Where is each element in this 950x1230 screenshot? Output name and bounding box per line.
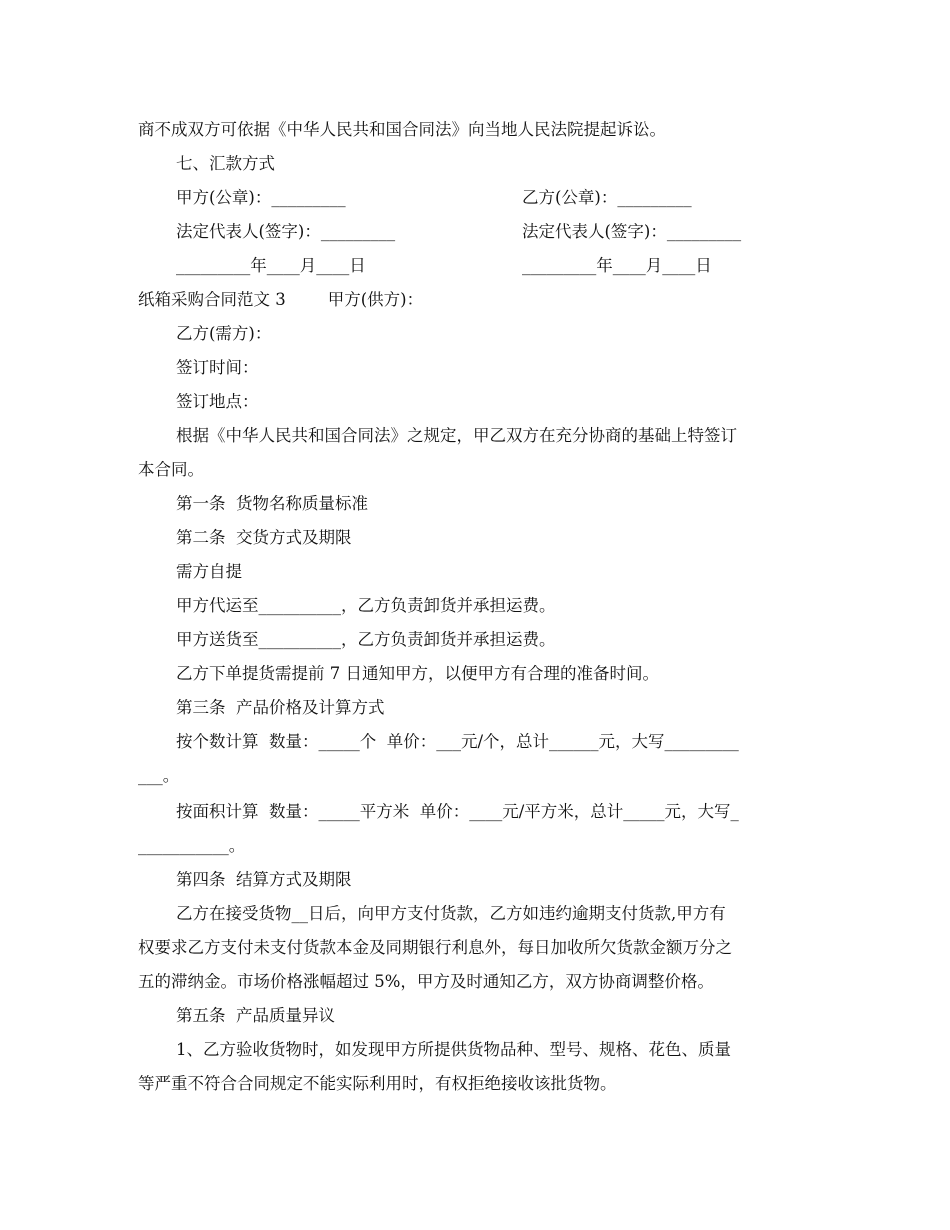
article-heading [0,691,950,725]
line-text: 第二条 交货方式及期限 [176,528,352,547]
paragraph-line [0,589,950,623]
line-text: ___。 [138,766,180,785]
signature-row [0,249,950,283]
line-text: 甲方代运至__________，乙方负责卸货并承担运费。 [176,596,556,615]
paragraph-line [0,623,950,657]
paragraph-line [0,1067,950,1101]
line-text: 按面积计算 数量：_____平方米 单价：____元/平方米，总计_____元，大写_ [176,802,739,821]
paragraph-line [0,759,950,793]
line-text: 签订地点： [176,392,259,411]
paragraph-line [0,419,950,453]
line-text: 本合同。 [138,460,204,479]
line-text: 七、汇款方式 [176,154,275,173]
paragraph-line [0,829,950,863]
paragraph-line [0,453,950,487]
article-heading [0,999,950,1033]
paragraph-line [0,965,950,999]
party-b-seal-field: 乙方(公章)：_________ [522,188,692,207]
section-heading [0,147,950,181]
paragraph-line [0,1033,950,1067]
line-text: 纸箱采购合同范文 3 甲方(供方)： [138,290,424,309]
party-a-representative-field: 法定代表人(签字)：_________ [176,222,396,241]
party-b-representative-field: 法定代表人(签字)：_________ [522,222,742,241]
line-text: 第一条 货物名称质量标准 [176,494,368,513]
signature-row [0,215,950,249]
paragraph-line [0,931,950,965]
paragraph-line [0,725,950,759]
paragraph-line [0,795,950,829]
article-heading [0,487,950,521]
article-heading [0,521,950,555]
paragraph-line [0,351,950,385]
document-title-line [0,283,950,317]
line-text: 乙方(需方)： [176,324,272,343]
line-text: 根据《中华人民共和国合同法》之规定，甲乙双方在充分协商的基础上特签订 [176,426,737,445]
party-a-date-field: _________年____月____日 [176,256,366,275]
line-text: ___________。 [138,836,246,855]
line-text: 乙方下单提货需提前 7 日通知甲方，以便甲方有合理的准备时间。 [176,664,659,683]
line-text: 1、乙方验收货物时，如发现甲方所提供货物品种、型号、规格、花色、质量 [176,1040,731,1059]
line-text: 权要求乙方支付未支付货款本金及同期银行利息外，每日加收所欠货款金额万分之 [138,938,732,957]
line-text: 甲方送货至__________，乙方负责卸货并承担运费。 [176,630,556,649]
paragraph-line [0,657,950,691]
party-a-seal-field: 甲方(公章)：_________ [176,188,346,207]
party-b-date-field: _________年____月____日 [522,256,712,275]
line-text: 商不成双方可依据《中华人民共和国合同法》向当地人民法院提起诉讼。 [138,120,666,139]
paragraph-line [0,385,950,419]
paragraph-line [0,113,950,147]
paragraph-line [0,897,950,931]
line-text: 需方自提 [176,562,242,581]
line-text: 等严重不符合合同规定不能实际利用时，有权拒绝接收该批货物。 [138,1074,617,1093]
line-text: 五的滞纳金。市场价格涨幅超过 5%，甲方及时通知乙方，双方协商调整价格。 [138,972,714,991]
line-text: 第三条 产品价格及计算方式 [176,698,385,717]
article-heading [0,863,950,897]
signature-row [0,181,950,215]
line-text: 按个数计算 数量：_____个 单价：___元/个，总计______元，大写_________ [176,732,739,751]
line-text: 乙方在接受货物__日后，向甲方支付货款，乙方如违约逾期支付货款,甲方有 [176,904,726,923]
paragraph-line [0,317,950,351]
line-text: 第四条 结算方式及期限 [176,870,352,889]
line-text: 第五条 产品质量异议 [176,1006,335,1025]
paragraph-line [0,555,950,589]
line-text: 签订时间： [176,358,259,377]
